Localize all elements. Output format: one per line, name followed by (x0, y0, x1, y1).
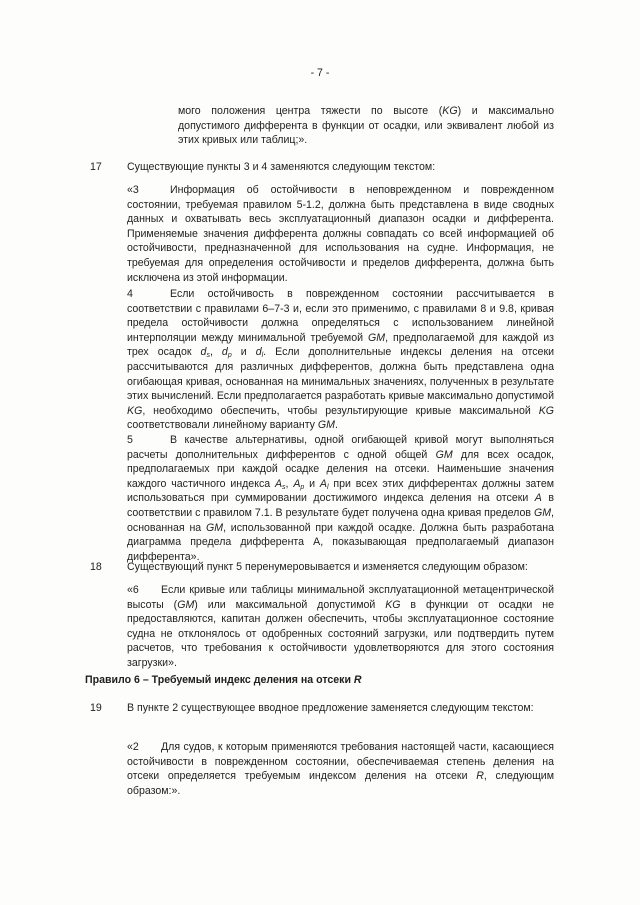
item-19-number: 19 (90, 702, 102, 714)
item-17-number: 17 (90, 161, 102, 173)
item-18-text: Существующий пункт 5 перенумеровывается и изменяется следующим образом: (127, 561, 528, 573)
section-heading: Правило 6 – Требуемый индекс деления на отсеки R (85, 674, 362, 686)
paragraph-6-number: «6 (127, 584, 139, 596)
paragraph-3-number: «3 (127, 184, 139, 196)
continuation-paragraph: мого положения центра тяжести по высоте (KG) и максимально допустимого дифферента в функции от осадки, или эквивалент любой из этих кривых или таблиц;». (178, 105, 554, 147)
paragraph-2: «2 Для судов, к которым применяются требования настоящей части, касающиеся остойчивости в поврежденном состоянии, обеспечиваемая степень деления на отсеки определяется требуемым индексом деления на отсеки R, следующим образом:». (127, 741, 554, 797)
item-18-number: 18 (90, 561, 102, 573)
paragraph-3: «3 Информация об остойчивости в неповрежденном и поврежденном состоянии, требуемая правилом 5-1.2, должна быть представлена в виде сводных данных и охватывать весь эксплуатационный диапазон осадки и дифферента. Применяемые значения дифферента должны совпадать со всей информацией об остойчивости, предназначенной для использования на судне. Информация, не требуемая для определения остойчивости и пределов дифферента, должна быть исключена из этой информации. (127, 184, 554, 284)
paragraph-6: «6 Если кривые или таблицы минимальной эксплуатационной метацентрической высоты (GM) или максимальной допустимой KG в функции от осадки не предоставляются, капитан должен обеспечить, чтобы эксплуатационное состояние судна не отклонялось от одобренных состояний загрузки, или подтвердить путем расчетов, что требования к остойчивости удовлетворяются для этого состояния загрузки». (127, 584, 554, 669)
paragraph-2-number: «2 (127, 741, 139, 753)
paragraph-4-number: 4 (127, 288, 133, 300)
item-19-text: В пункте 2 существующее вводное предложение заменяется следующим текстом: (127, 702, 534, 714)
paragraph-4: 4 Если остойчивость в поврежденном состоянии рассчитывается в соответствии с правилами 6–7-3 и, если это применимо, с правилами 8 и 9.8, кривая предела остойчивости должна определяться с использованием линейной интерполяции между минимальной требуемой GM, предполагаемой для каждой из трех осадок $d_s$, $d_p$ и $d_l$. Если дополнительные индексы деления на отсеки рассчитываются для различных дифферентов, должна быть представлена одна огибающая кривая, основанная на минимальных значениях, полученных в результате этих вычислений. Если предполагается разработать кривые максимально допустимой KG, необходимо обеспечить, чтобы результирующие кривые максимальной KG соответствовали линейному варианту GM. (127, 288, 554, 432)
paragraph-5: 5 В качестве альтернативы, одной огибающей кривой могут выполняться расчеты дополнительных дифферентов с одной общей GM для всех осадок, предполагаемых при каждой осадке деления на отсеки. Наименьшие значения каждого частичного индекса $A_s$, $A_p$ и $A_l$ при всех этих дифферентах должны затем использоваться при суммировании достижимого индекса деления на отсеки A в соответствии с правилом 7.1. В результате будет получена одна кривая пределов GM, основанная на GM, использованной при каждой осадке. Должна быть разработана диаграмма предела дифферента А, показывающая предполагаемый диапазон дифферента». (127, 434, 555, 563)
item-17-text: Существующие пункты 3 и 4 заменяются следующим текстом: (127, 161, 436, 173)
page-number: - 7 - (310, 67, 330, 79)
paragraph-5-number: 5 (127, 434, 133, 446)
